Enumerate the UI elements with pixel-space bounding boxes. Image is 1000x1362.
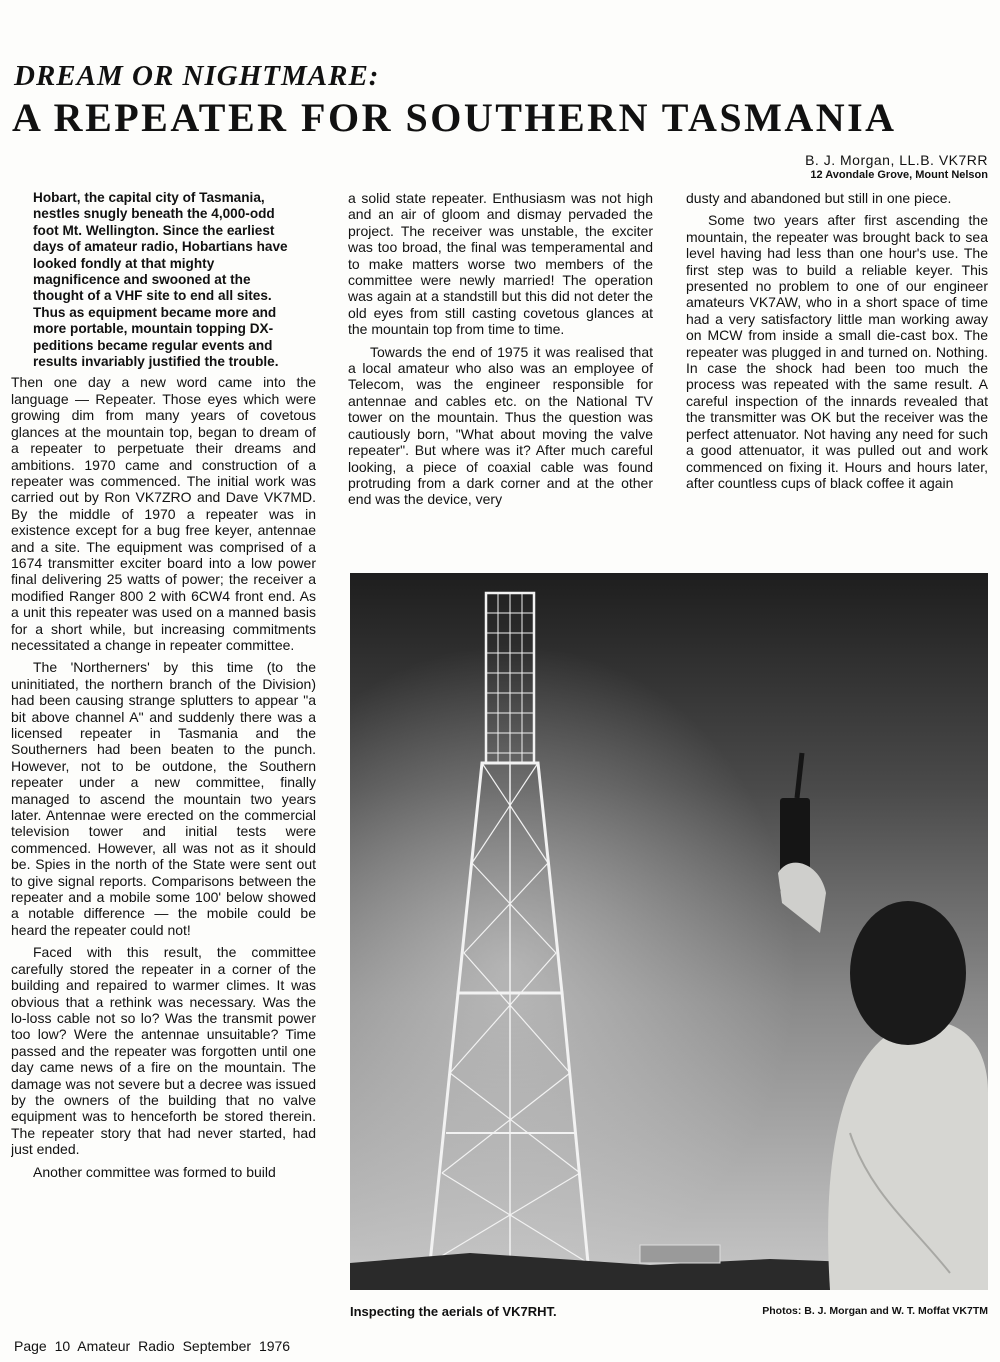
column-1 [11, 190, 316, 1320]
tower-photo [350, 573, 988, 1290]
paragraph: Some two years after first ascending the mountain, the repeater was brought back to sea level having had less than one hour's use. The first step was to build a reliable keyer. This presented no problem to one of our engineer amateurs VK7AW, who in a short space of time had a very satisfactory little man working away on MCW from inside a small die-cast box. The repeater was plugged in and turned on. Nothing. In case the shock had been too much the process was repeated with the same result. A careful inspection of the innards revealed that the transmitter was OK but the receiver was the perfect attenuator. Not having any need for such a good attenuator, it was pulled out and work commenced on fixing it. Hours and hours later, after countless cups of black coffee it again [686, 212, 988, 491]
column-2 [348, 190, 653, 562]
byline [805, 152, 988, 181]
magazine-name: Amateur Radio [77, 1338, 175, 1354]
paragraph: The 'Northerners' by this time (to the uninitiated, the northern branch of the Division) had been causing strange splutters to appear "a bit above channel A" and suddenly there was a licensed repeater in Tasmania and the Southerners had been beaten to the punch. However, not to be outdone, the Southern repeater under a new committee, finally managed to ascend the mountain two years later. Antennae were erected on the commercial television tower and initial tests were commenced. However, all was not as it should be. Spies in the north of the State were sent out to give signal reports. Comparisons between the repeater and a mobile some 100' below showed a notable difference — the mobile could be heard the repeater could not! [11, 659, 316, 938]
paragraph: Faced with this result, the committee carefully stored the repeater in a corner of the building and repaired to warmer climes. It was obvious that a rethink was necessary. Was the lo-loss cable not so lo? Was the transmit power too low? Were the antennae unsuitable? Time passed and the repeater was forgotten until one day came news of a fire on the mountain. The damage was not severe but a decree was issued by the owners of the building that no valve equipment was to henceforth be stored therein. The repeater story that had never started, had just ended. [11, 944, 316, 1158]
tower-illustration [350, 573, 988, 1290]
page-footer [14, 1338, 290, 1354]
article-kicker: DREAM OR NIGHTMARE: [14, 60, 380, 92]
paragraph: dusty and abandoned but still in one piece. [686, 190, 952, 206]
photo-credit: Photos: B. J. Morgan and W. T. Moffat VK7TM [762, 1305, 988, 1317]
paragraph: a solid state repeater. Enthusiasm was not high and an air of gloom and dismay pervaded the project. The receiver was unstable, the exciter was too broad, the final was temperamental and to make matters worse two members of the committee were newly married! The operation was again at a standstill but this did not deter the old eyes from still casting covetous glances at the mountain top from time to time. [348, 190, 653, 338]
column-3 [686, 190, 988, 562]
lead-paragraph: Hobart, the capital city of Tasmania, nestles snugly beneath the 4,000-odd foot Mt. Wellington. Since the earliest days of amateur radio, Hobartians have looked fondly at that mighty magnificence and swooned at the thought of a VHF site to end all sites. Thus as equipment became more and more portable, mountain topping DX-peditions became regular events and results invariably justified the trouble. [33, 190, 288, 370]
paragraph: Then one day a new word came into the language — Repeater. Those eyes which were growing dim from many years of covetous glances at the mountain top, began to dream of a repeater to perpetuate their dreams and ambitions. 1970 came and construction of a repeater was commenced. The initial work was carried out by Ron VK7ZRO and Dave VK7MD. By the middle of 1970 a repeater was in existence except for a bug free keyer, antennae and a site. The equipment was comprised of a 1674 transmitter exciter board into a low power final delivering 25 watts of power; the receiver a modified Ranger 800 2 with 6CW4 front end. As a unit this repeater was used on a manned basis for a short while, but increasing commitments necessitated a change in repeater committee. [11, 374, 316, 653]
page-number: Page 10 [14, 1338, 71, 1354]
author-address: 12 Avondale Grove, Mount Nelson [810, 169, 988, 181]
photo-caption: Inspecting the aerials of VK7RHT. [350, 1304, 557, 1319]
paragraph: Towards the end of 1975 it was realised that a local amateur who also was an employee of Telecom, was the engineer responsible for antennae and cables etc. on the National TV tower on the mountain. Thus the question was cautiously born, "What about moving the valve repeater". But where was it? After much careful looking, a piece of coaxial cable was found protruding from a dark corner and at the other end was the device, very [348, 343, 653, 508]
building [640, 1245, 720, 1263]
author-name: B. J. Morgan, LL.B. VK7RR [805, 152, 988, 168]
issue-date: September 1976 [182, 1338, 291, 1354]
paragraph: Another committee was formed to build [33, 1163, 276, 1180]
article-title: A REPEATER FOR SOUTHERN TASMANIA [12, 95, 897, 140]
